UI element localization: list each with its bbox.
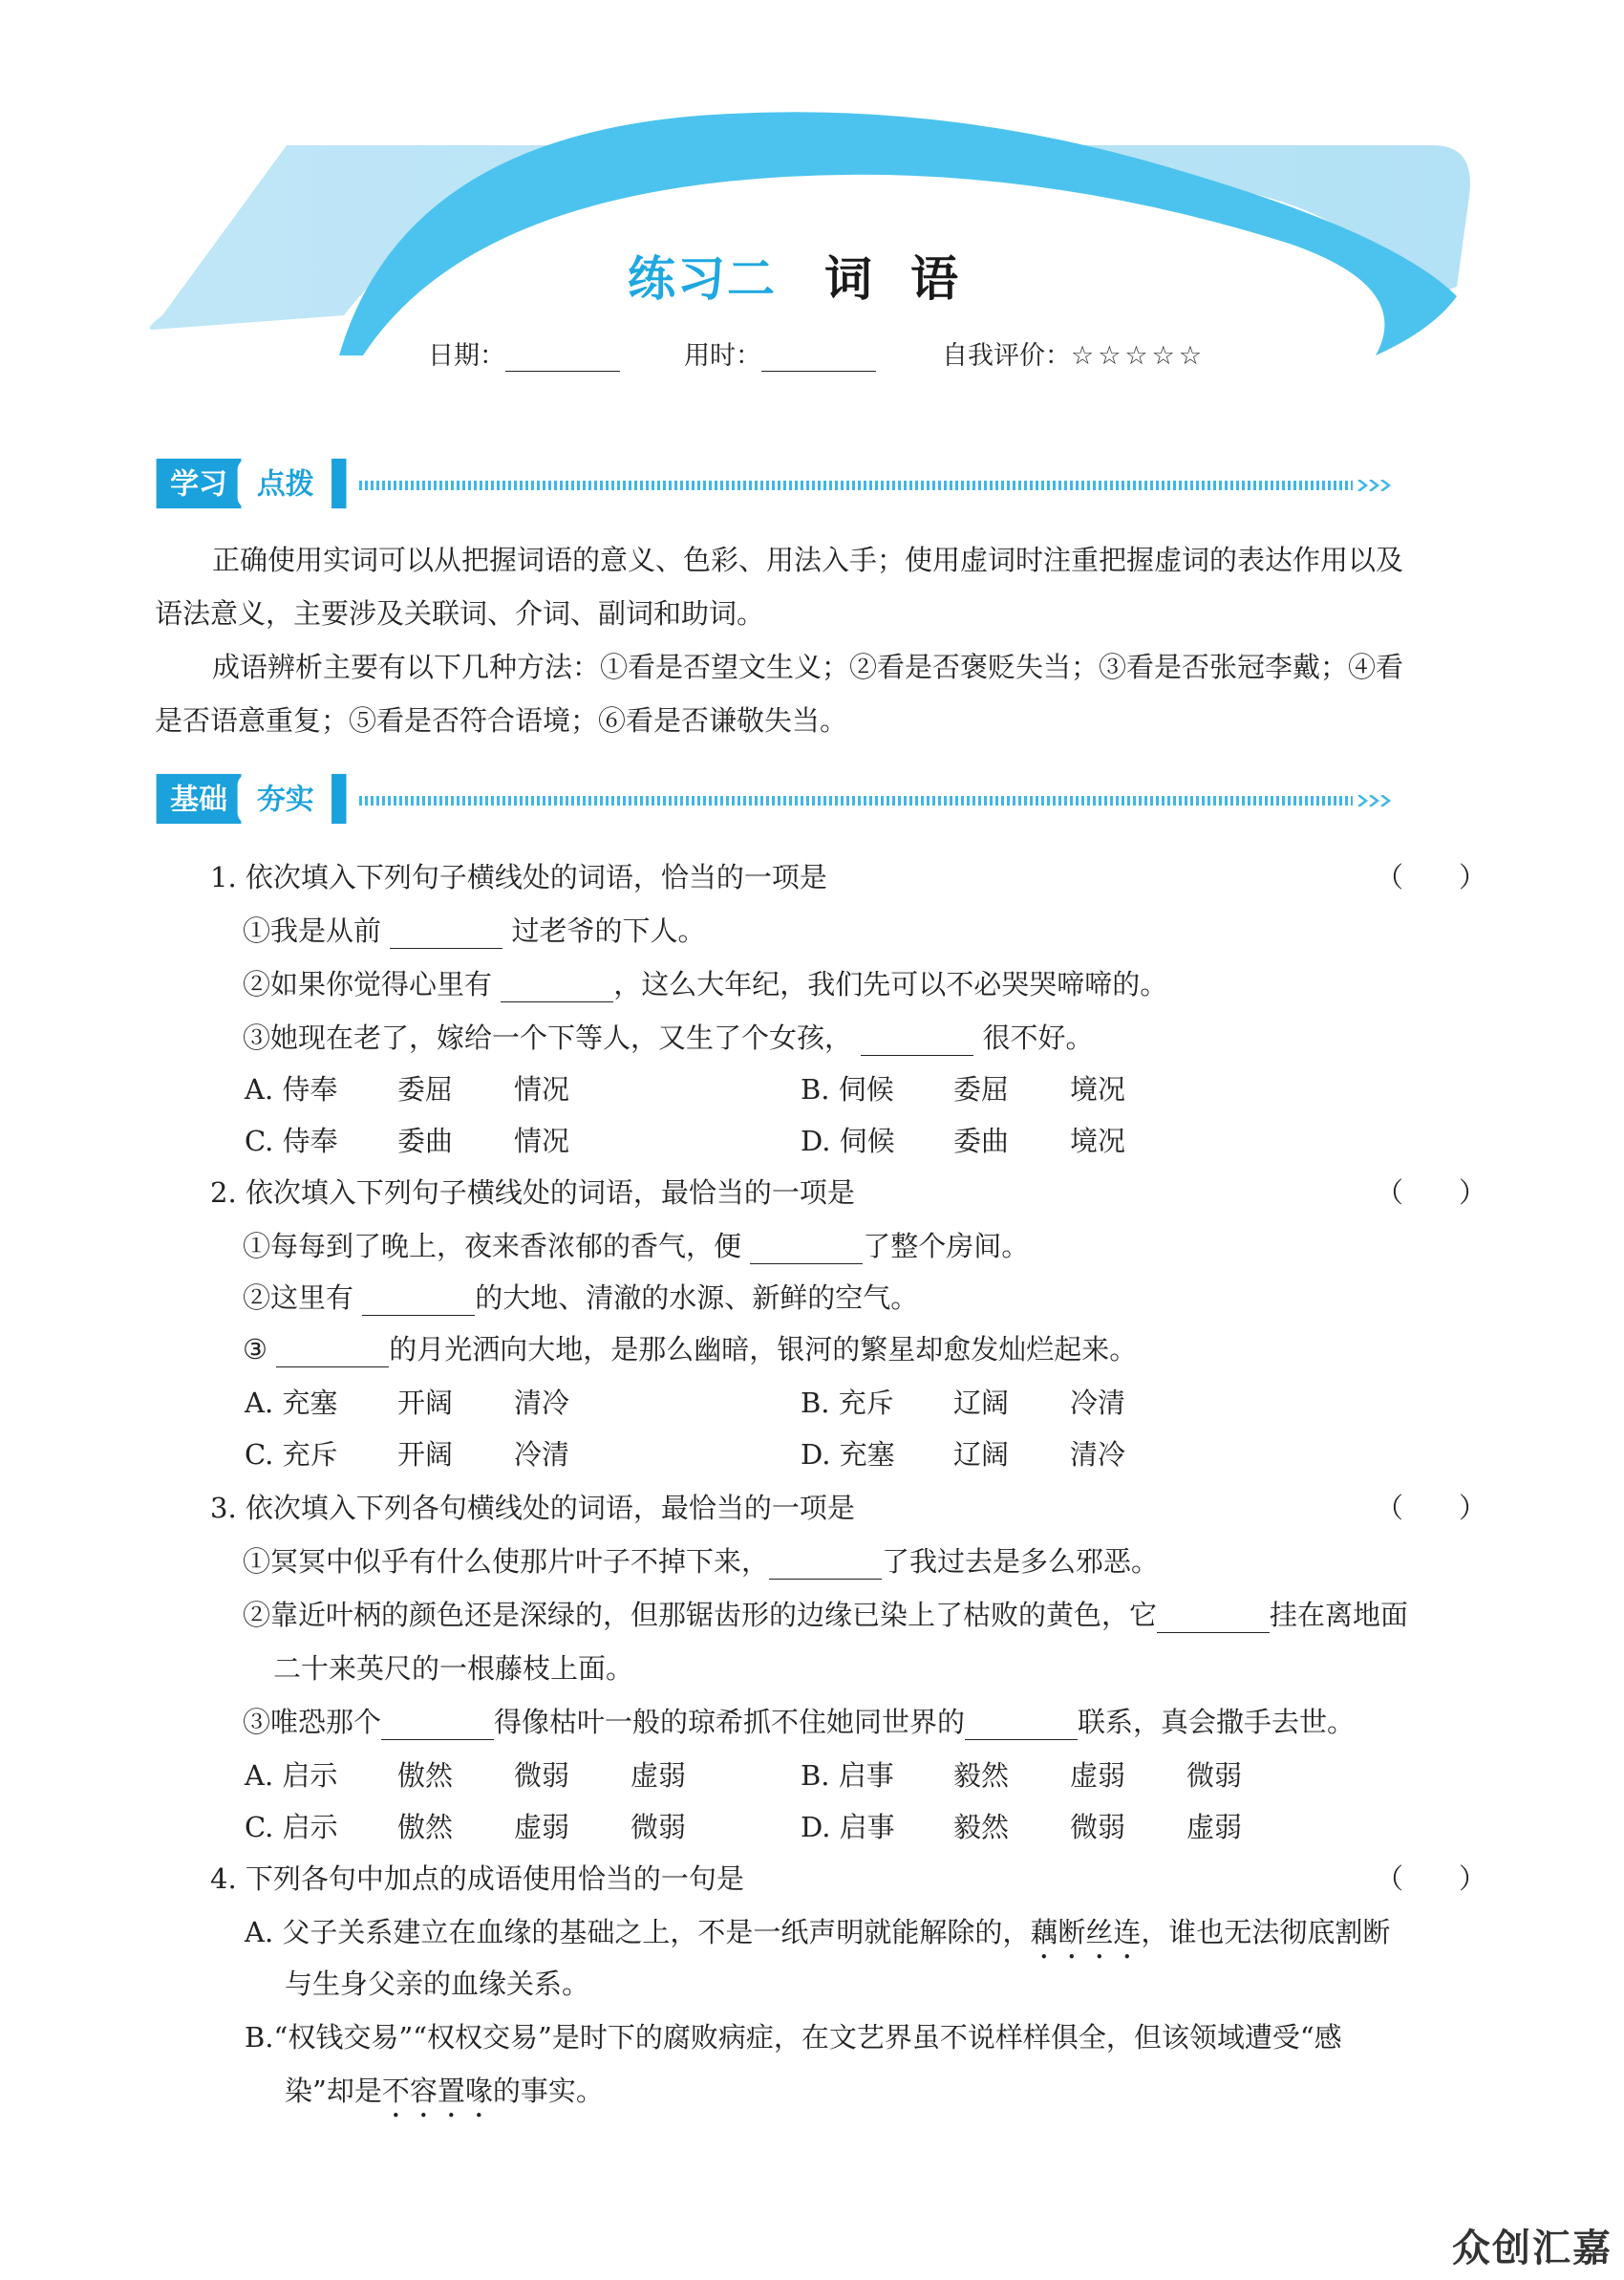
q2-stem: 2. 依次填入下列句子横线处的词语，最恰当的一项是 [210,1176,855,1209]
badge-left-text: 基础 [170,783,227,817]
q1-blank-1[interactable] [390,919,502,949]
q1-answer-paren[interactable]: （ ） [1376,861,1487,893]
q3-option-a[interactable]: A. 启示 傲然 微弱 虚弱 [245,1759,687,1792]
q1-s2a: ②如果你觉得心里有 [243,968,493,1000]
q3-blank-4[interactable] [965,1710,1078,1740]
badge-left-text: 学习 [170,467,227,502]
rating-field [942,334,1206,372]
q1-sentence-1 [243,910,705,949]
study-paragraph-2 [155,640,1471,747]
q3-option-c[interactable]: C. 启示 傲然 虚弱 微弱 [245,1811,687,1843]
q1-option-c[interactable]: C. 侍奉 委曲 情况 [245,1125,570,1157]
q2-option-b[interactable]: B. 充斥 辽阔 冷清 [801,1387,1126,1419]
q2-sentence-2: ②这里有 的大地、清澈的水源、新鲜的空气。 [243,1281,919,1314]
q1-blank-2[interactable] [501,973,613,1002]
q3-sentence-2: ②靠近叶柄的颜色还是深绿的，但那锯齿形的边缘已染上了枯败的黄色，它 挂在离地面 [243,1599,1409,1631]
time-blank[interactable] [761,344,876,372]
q1-s3b: 很不好。 [982,1022,1094,1054]
q4-a-dotted-idiom: 藕断丝连 [1030,1916,1142,1948]
title-prefix: 练习二 [628,251,777,307]
date-label: 日期： [428,341,505,371]
q1-option-d[interactable]: D. 伺候 委曲 境况 [801,1125,1126,1157]
q3-answer-paren[interactable]: （ ） [1376,1492,1487,1524]
q2-blank-2[interactable] [362,1286,475,1316]
badge-right-text: 点拨 [256,467,314,502]
q3-blank-1[interactable] [769,1550,882,1580]
q1-stem: 1. 依次填入下列句子横线处的词语，恰当的一项是 [210,861,827,893]
date-field [428,334,620,372]
q2-blank-3[interactable] [276,1338,389,1367]
q3-sentence-1: ①冥冥中似乎有什么使那片叶子不掉下来， 了我过去是多么邪恶。 [243,1545,1160,1578]
q4-option-b[interactable]: B.“权钱交易”“权权交易”是时下的腐败病症，在文艺界虽不说样样俱全，但该领域遭受“感 [245,2021,1342,2054]
q1-blank-3[interactable] [861,1026,973,1056]
q1-option-a[interactable]: A. 侍奉 委屈 情况 [245,1073,570,1106]
badge-right-text: 夯实 [256,783,314,817]
q1-option-b[interactable]: B. 伺候 委屈 境况 [801,1073,1126,1106]
rating-stars[interactable]: ☆☆☆☆☆ [1071,341,1207,371]
q4-b-dotted-idiom: 不容置喙 [381,2075,493,2107]
study-paragraph-1 [155,533,1471,640]
q2-option-c[interactable]: C. 充斥 开阔 冷清 [245,1438,570,1471]
q4-option-a-cont: 与生身父亲的血缘关系。 [285,1968,590,2000]
q1-s1a: ①我是从前 [243,914,382,947]
q1-sentence-2 [243,963,1167,1002]
q2-option-d[interactable]: D. 充塞 辽阔 清冷 [801,1438,1126,1471]
q3-blank-2[interactable] [1157,1603,1270,1633]
q3-sentence-3: ③唯恐那个 得像枯叶一般的琼希抓不住她同世界的 联系，真会撒手去世。 [243,1706,1356,1738]
section-badge [153,772,353,826]
para1-line1: 正确使用实词可以从把握词语的意义、色彩、用法入手；使用虚词时注重把握虚词的表达作用以及 [212,544,1404,576]
section-dash-line [359,480,1400,491]
q3-stem: 3. 依次填入下列各句横线处的词语，最恰当的一项是 [210,1492,855,1524]
q1-sentence-3 [243,1017,1093,1056]
section-dash-line [359,795,1400,807]
time-field [684,334,876,372]
q1-s3a: ③她现在老了，嫁给一个下等人，又生了个女孩， [243,1022,853,1054]
q2-sentence-1: ①每每到了晚上，夜来香浓郁的香气，便 了整个房间。 [243,1230,1030,1262]
q1-s2b: ，这么大年纪，我们先可以不必哭哭啼啼的。 [613,968,1168,1000]
rating-label: 自我评价： [942,341,1071,371]
q3-sentence-2-cont: 二十来英尺的一根藤枝上面。 [273,1652,634,1685]
q1-s1b: 过老爷的下人。 [511,914,706,947]
para2-line1: 成语辨析主要有以下几种方法：①看是否望文生义；②看是否褒贬失当；③看是否张冠李戴；④看 [212,651,1404,683]
para2-line2: 是否语意重复；⑤看是否符合语境；⑥看是否谦敬失当。 [155,704,848,737]
watermark: 众创汇嘉 [1452,2226,1613,2270]
para1-line2: 语法意义，主要涉及关联词、介词、副词和助词。 [155,597,765,630]
q4-answer-paren[interactable]: （ ） [1376,1862,1487,1895]
q4-option-a[interactable]: A. 父子关系建立在血缘的基础之上，不是一纸声明就能解除的，藕断丝连，谁也无法彻底割断 [245,1916,1391,1948]
title-main: 词语 [824,251,996,307]
q3-option-b[interactable]: B. 启事 毅然 虚弱 微弱 [801,1759,1243,1792]
page-title [0,241,1624,310]
q4-option-b-cont: 染”却是不容置喙的事实。 [285,2075,604,2107]
section-header-study [153,457,1299,514]
q2-answer-paren[interactable]: （ ） [1376,1176,1487,1209]
section-header-basics [153,772,1299,829]
date-blank[interactable] [505,344,620,372]
time-label: 用时： [684,341,761,371]
q3-blank-3[interactable] [381,1710,494,1740]
section-badge [153,457,353,510]
q2-sentence-3: ③ 的月光洒向大地，是那么幽暗，银河的繁星却愈发灿烂起来。 [243,1333,1138,1366]
q2-option-a[interactable]: A. 充塞 开阔 清冷 [245,1387,570,1419]
q3-option-d[interactable]: D. 启事 毅然 微弱 虚弱 [801,1811,1243,1843]
q2-blank-1[interactable] [750,1235,863,1264]
q4-stem: 4. 下列各句中加点的成语使用恰当的一句是 [210,1862,744,1895]
